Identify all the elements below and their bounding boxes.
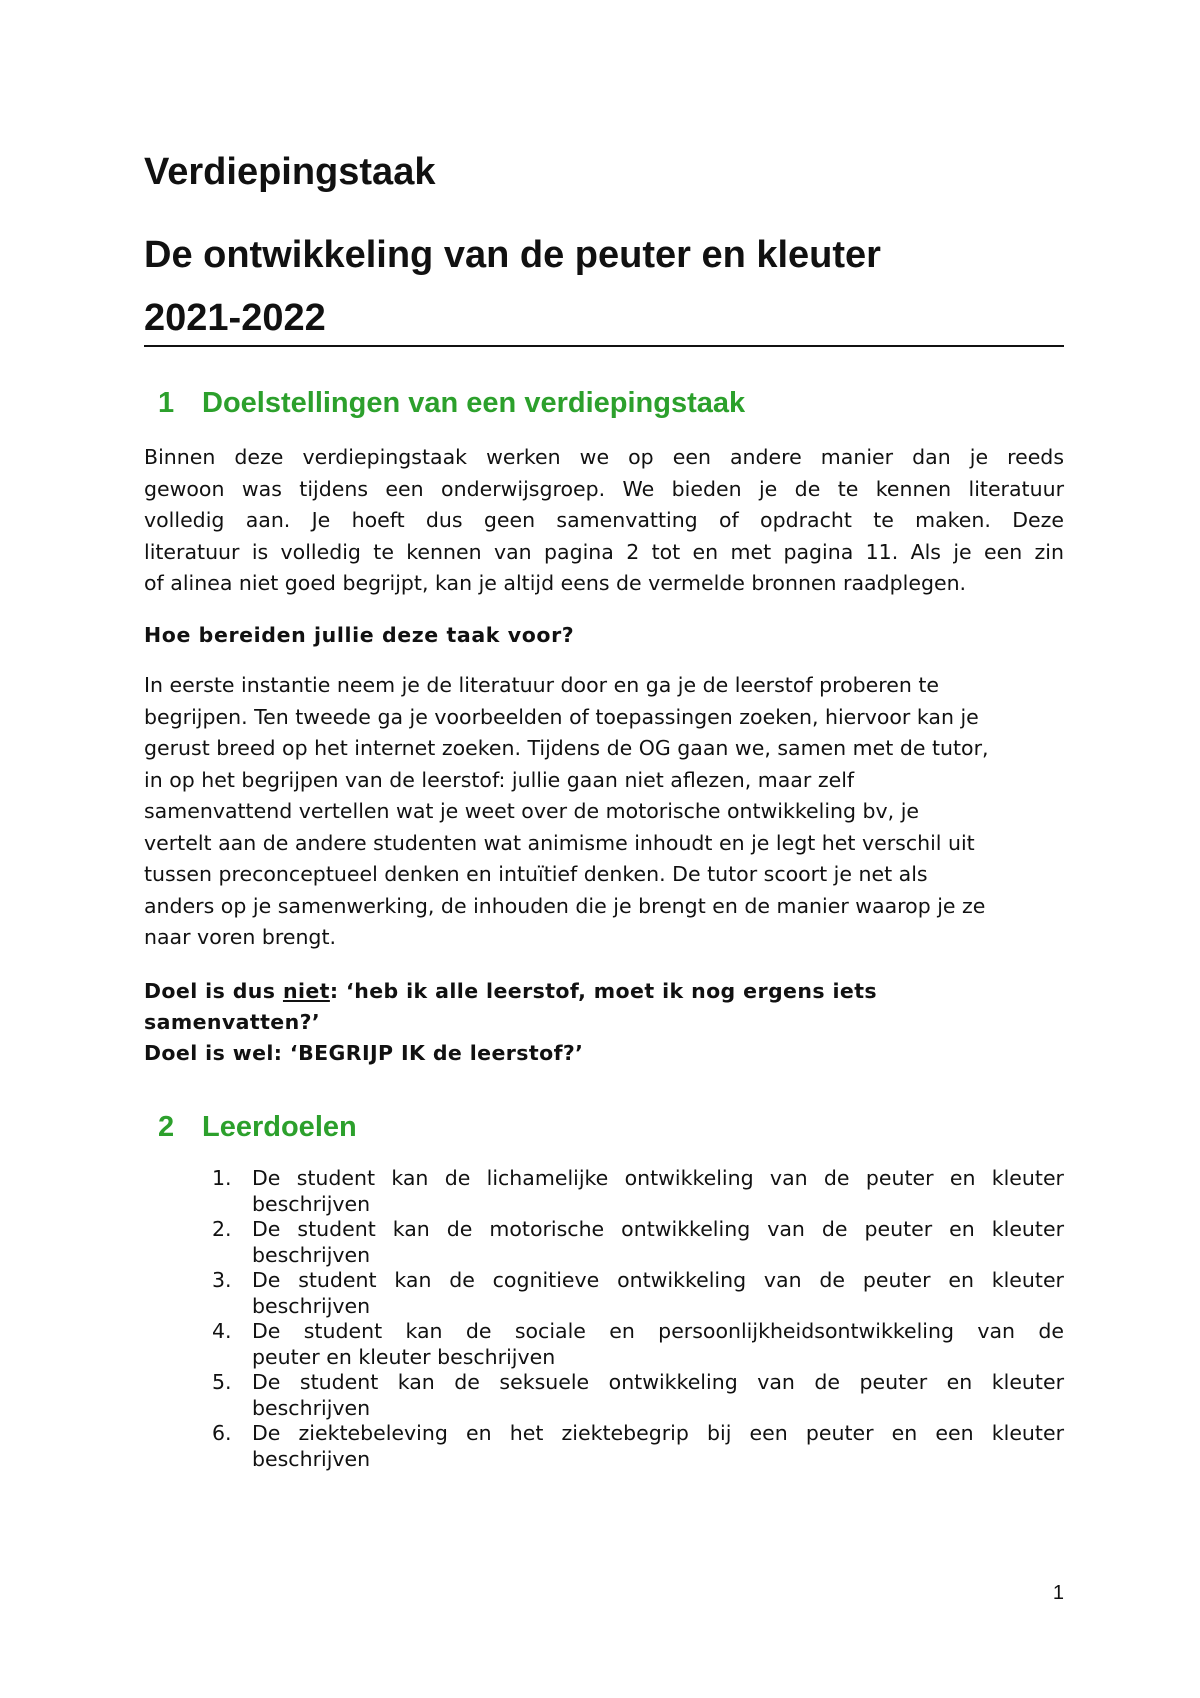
page-number: 1 [1052, 1582, 1064, 1604]
list-item [144, 1268, 1064, 1319]
paragraph-line: vertelt aan de andere studenten wat animisme inhoudt en je legt het verschil uit [144, 830, 975, 855]
list-item-text: De ziektebeleving en het ziektebegrip bij een peuter en een kleuter [252, 1421, 1064, 1445]
list-item-text: beschrijven [252, 1293, 371, 1318]
goal-not-prefix: Doel is dus [144, 979, 283, 1003]
section-number: 1 [158, 387, 175, 419]
list-item [144, 1370, 1064, 1421]
list-item-text: peuter en kleuter beschrijven [252, 1344, 556, 1369]
list-item-text: De student kan de cognitieve ontwikkeling van de peuter en kleuter [252, 1268, 1064, 1292]
paragraph-line: volledig aan. Je hoeft dus geen samenvatting of opdracht te maken. Deze [144, 508, 1064, 532]
paragraph-line: naar voren brengt. [144, 925, 336, 949]
goal-yes-line: Doel is wel: ‘BEGRIJP IK de leerstof?’ [144, 1041, 584, 1065]
list-item-number: 4. [212, 1319, 232, 1343]
paragraph-line: In eerste instantie neem je de literatuur door en ga je de leerstof proberen te [144, 673, 940, 697]
list-item-text: beschrijven [252, 1242, 371, 1267]
list-item-text: De student kan de seksuele ontwikkeling van de peuter en kleuter [252, 1370, 1064, 1394]
list-item-number: 2. [212, 1217, 232, 1241]
paragraph-line: samenvattend vertellen wat je weet over de motorische ontwikkeling bv, je [144, 799, 920, 823]
goal-not-line [144, 976, 1064, 1007]
list-item [144, 1319, 1064, 1370]
list-item [144, 1421, 1064, 1472]
list-item-number: 1. [212, 1166, 232, 1190]
paragraph-line: begrijpen. Ten tweede ga je voorbeelden of toepassingen zoeken, hiervoor kan je [144, 704, 979, 729]
list-item-number: 5. [212, 1370, 232, 1394]
document-subtitle: De ontwikkeling van de peuter en kleuter [144, 234, 881, 276]
goal-statement [144, 976, 1064, 1069]
goal-not-emphasis: niet [282, 979, 330, 1003]
paragraph-line: gewoon was tijdens een onderwijsgroep. We bieden je de te kennen literatuur [144, 476, 1064, 501]
section-heading-leerdoelen [144, 1110, 1064, 1145]
intro-paragraph [144, 442, 1064, 600]
paragraph-line: of alinea niet goed begrijpt, kan je altijd eens de vermelde bronnen raadplegen. [144, 571, 967, 595]
list-item-text: beschrijven [252, 1395, 371, 1420]
list-item-number: 6. [212, 1421, 232, 1445]
list-item-text: De student kan de sociale en persoonlijkheidsontwikkeling van de [252, 1319, 1064, 1343]
list-item [144, 1166, 1064, 1217]
list-item-text: De student kan de motorische ontwikkeling van de peuter en kleuter [252, 1217, 1064, 1241]
list-item-number: 3. [212, 1268, 232, 1292]
paragraph-line: gerust breed op het internet zoeken. Tijdens de OG gaan we, samen met de tutor, [144, 736, 989, 760]
list-item [144, 1217, 1064, 1268]
paragraph-line: Binnen deze verdiepingstaak werken we op een andere manier dan je reeds [144, 445, 1064, 469]
learning-objectives-list [144, 1166, 1064, 1472]
section-number: 2 [158, 1111, 175, 1143]
list-item-text: beschrijven [252, 1446, 371, 1471]
document-title: Verdiepingstaak [144, 151, 436, 193]
goal-not-text: : ‘heb ik alle leerstof, moet ik nog ergens iets [329, 979, 878, 1003]
preparation-paragraph [144, 670, 1064, 954]
section-title: Leerdoelen [202, 1111, 357, 1143]
paragraph-line: anders op je samenwerking, de inhouden die je brengt en de manier waarop je ze [144, 893, 986, 918]
paragraph-line: in op het begrijpen van de leerstof: jullie gaan niet aflezen, maar zelf [144, 767, 855, 792]
preparation-question-heading: Hoe bereiden jullie deze taak voor? [144, 623, 575, 647]
list-item-text: De student kan de lichamelijke ontwikkeling van de peuter en kleuter [252, 1166, 1064, 1190]
goal-not-line-2: samenvatten?’ [144, 1010, 321, 1034]
list-item-text: beschrijven [252, 1191, 371, 1216]
section-heading-doelstellingen [144, 386, 1064, 421]
paragraph-line: tussen preconceptueel denken en intuïtief denken. De tutor scoort je net als [144, 862, 928, 886]
title-underline-rule [144, 345, 1064, 347]
section-title: Doelstellingen van een verdiepingstaak [202, 387, 746, 419]
document-year: 2021-2022 [144, 297, 326, 339]
paragraph-line: literatuur is volledig te kennen van pagina 2 tot en met pagina 11. Als je een zin [144, 539, 1064, 564]
